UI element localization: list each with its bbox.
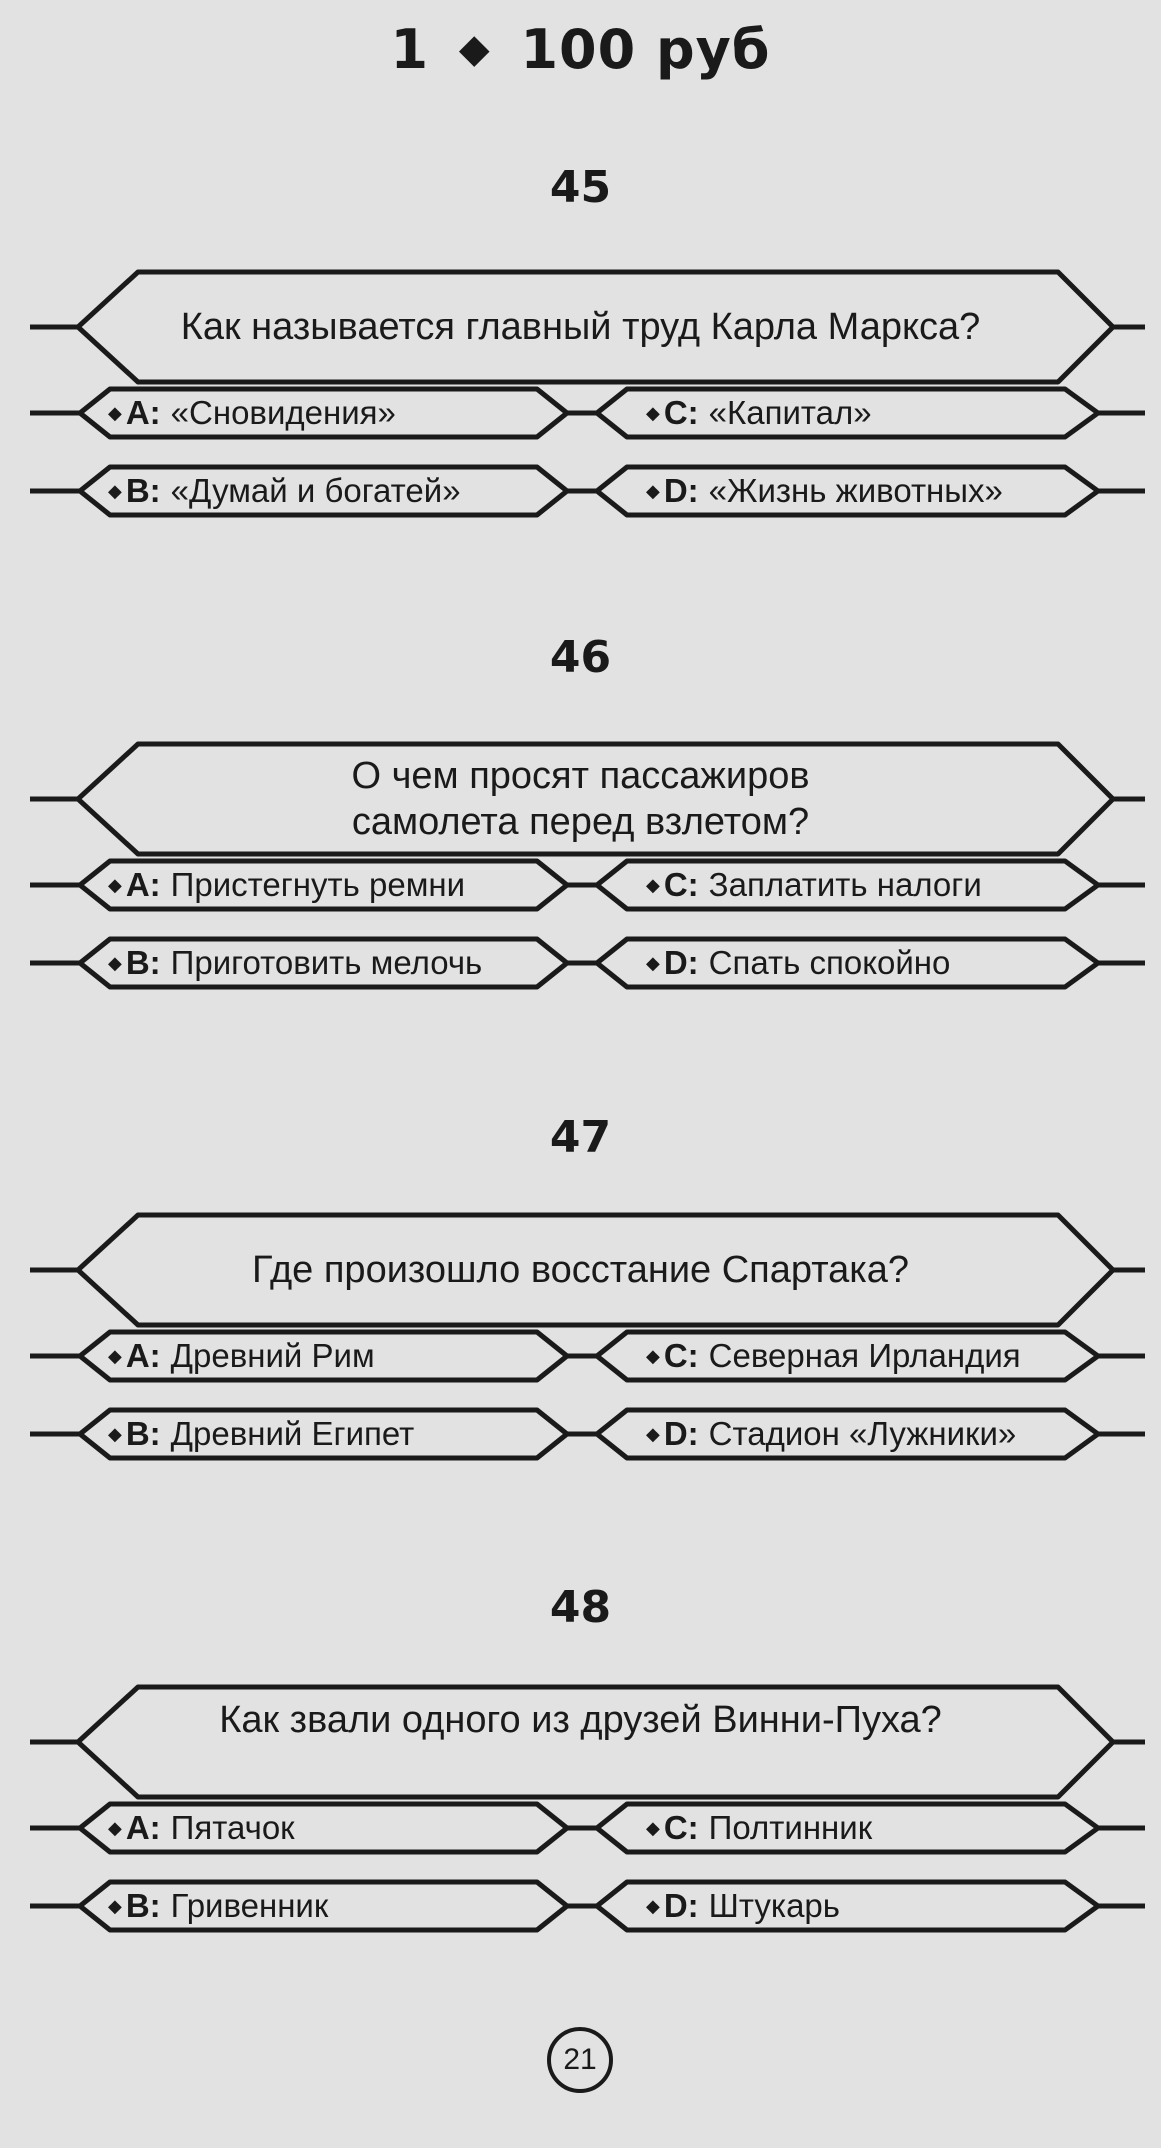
answer-text: Спать спокойно [708,944,951,981]
diamond-icon: ◆ [108,1895,122,1916]
answer-text: Стадион «Лужники» [708,1415,1017,1452]
diamond-icon: ◆ [458,26,491,72]
answer-d[interactable] [646,466,1003,516]
question-text: Где произошло восстание Спартака? [251,1249,910,1291]
answer-b[interactable] [108,938,482,988]
answer-d[interactable] [646,938,950,988]
question-number: 48 [549,1582,612,1633]
answer-letter: C: [663,866,699,903]
answer-text: Древний Рим [170,1337,375,1374]
answer-text: «Жизнь животных» [708,472,1003,509]
diamond-icon: ◆ [108,1817,122,1838]
answer-letter: B: [125,1415,161,1452]
answer-letter: D: [663,1415,699,1452]
question-text: Как называется главный труд Карла Маркса? [180,306,981,348]
answer-letter: A: [125,1337,161,1374]
page-number: 21 [547,2027,613,2093]
answer-letter: D: [663,472,699,509]
answer-letter: A: [125,866,161,903]
diamond-icon: ◆ [646,1895,660,1916]
answer-text: «Думай и богатей» [170,472,461,509]
answer-text: «Сновидения» [170,394,396,431]
answer-d[interactable] [646,1409,1016,1459]
page-header [0,14,1161,85]
diamond-icon: ◆ [108,480,122,501]
answer-c[interactable] [646,1803,872,1853]
question-text: Как звали одного из друзей Винни-Пуха? [219,1699,942,1741]
diamond-icon: ◆ [646,874,660,895]
answer-text: «Капитал» [708,394,872,431]
question-number: 46 [549,632,612,683]
diamond-icon: ◆ [646,1817,660,1838]
answer-a[interactable] [108,1331,375,1381]
answer-text: Штукарь [708,1887,840,1924]
answer-d[interactable] [646,1881,840,1931]
answer-letter: C: [663,1337,699,1374]
answer-b[interactable] [108,1409,414,1459]
answer-a[interactable] [108,860,465,910]
diamond-icon: ◆ [108,1345,122,1366]
answer-c[interactable] [646,860,982,910]
question-number: 47 [549,1112,612,1163]
answer-a[interactable] [108,388,396,438]
answer-letter: D: [663,1887,699,1924]
answer-letter: B: [125,944,161,981]
diamond-icon: ◆ [108,874,122,895]
diamond-icon: ◆ [646,1345,660,1366]
question-number: 45 [549,162,612,213]
diamond-icon: ◆ [646,952,660,973]
header-prize: 100 руб [520,18,771,81]
answer-letter: C: [663,1809,699,1846]
answer-text: Приготовить мелочь [170,944,483,981]
header-count: 1 [390,18,430,81]
diamond-icon: ◆ [646,1423,660,1444]
answer-letter: B: [125,1887,161,1924]
answer-text: Северная Ирландия [708,1337,1021,1374]
diamond-icon: ◆ [108,1423,122,1444]
answer-c[interactable] [646,1331,1021,1381]
answer-text: Полтинник [708,1809,873,1846]
answer-c[interactable] [646,388,872,438]
answer-letter: B: [125,472,161,509]
diamond-icon: ◆ [108,952,122,973]
answer-b[interactable] [108,1881,328,1931]
answer-letter: D: [663,944,699,981]
answer-text: Заплатить налоги [708,866,982,903]
answer-text: Пятачок [170,1809,295,1846]
answer-text: Пристегнуть ремни [170,866,466,903]
answer-letter: A: [125,394,161,431]
answer-a[interactable] [108,1803,295,1853]
diamond-icon: ◆ [108,402,122,423]
answer-text: Гривенник [170,1887,329,1924]
answer-letter: C: [663,394,699,431]
diamond-icon: ◆ [646,402,660,423]
question-text: О чем просят пассажиров самолета перед взлетом? [351,755,810,843]
diamond-icon: ◆ [646,480,660,501]
answer-text: Древний Египет [170,1415,415,1452]
answer-letter: A: [125,1809,161,1846]
answer-b[interactable] [108,466,461,516]
